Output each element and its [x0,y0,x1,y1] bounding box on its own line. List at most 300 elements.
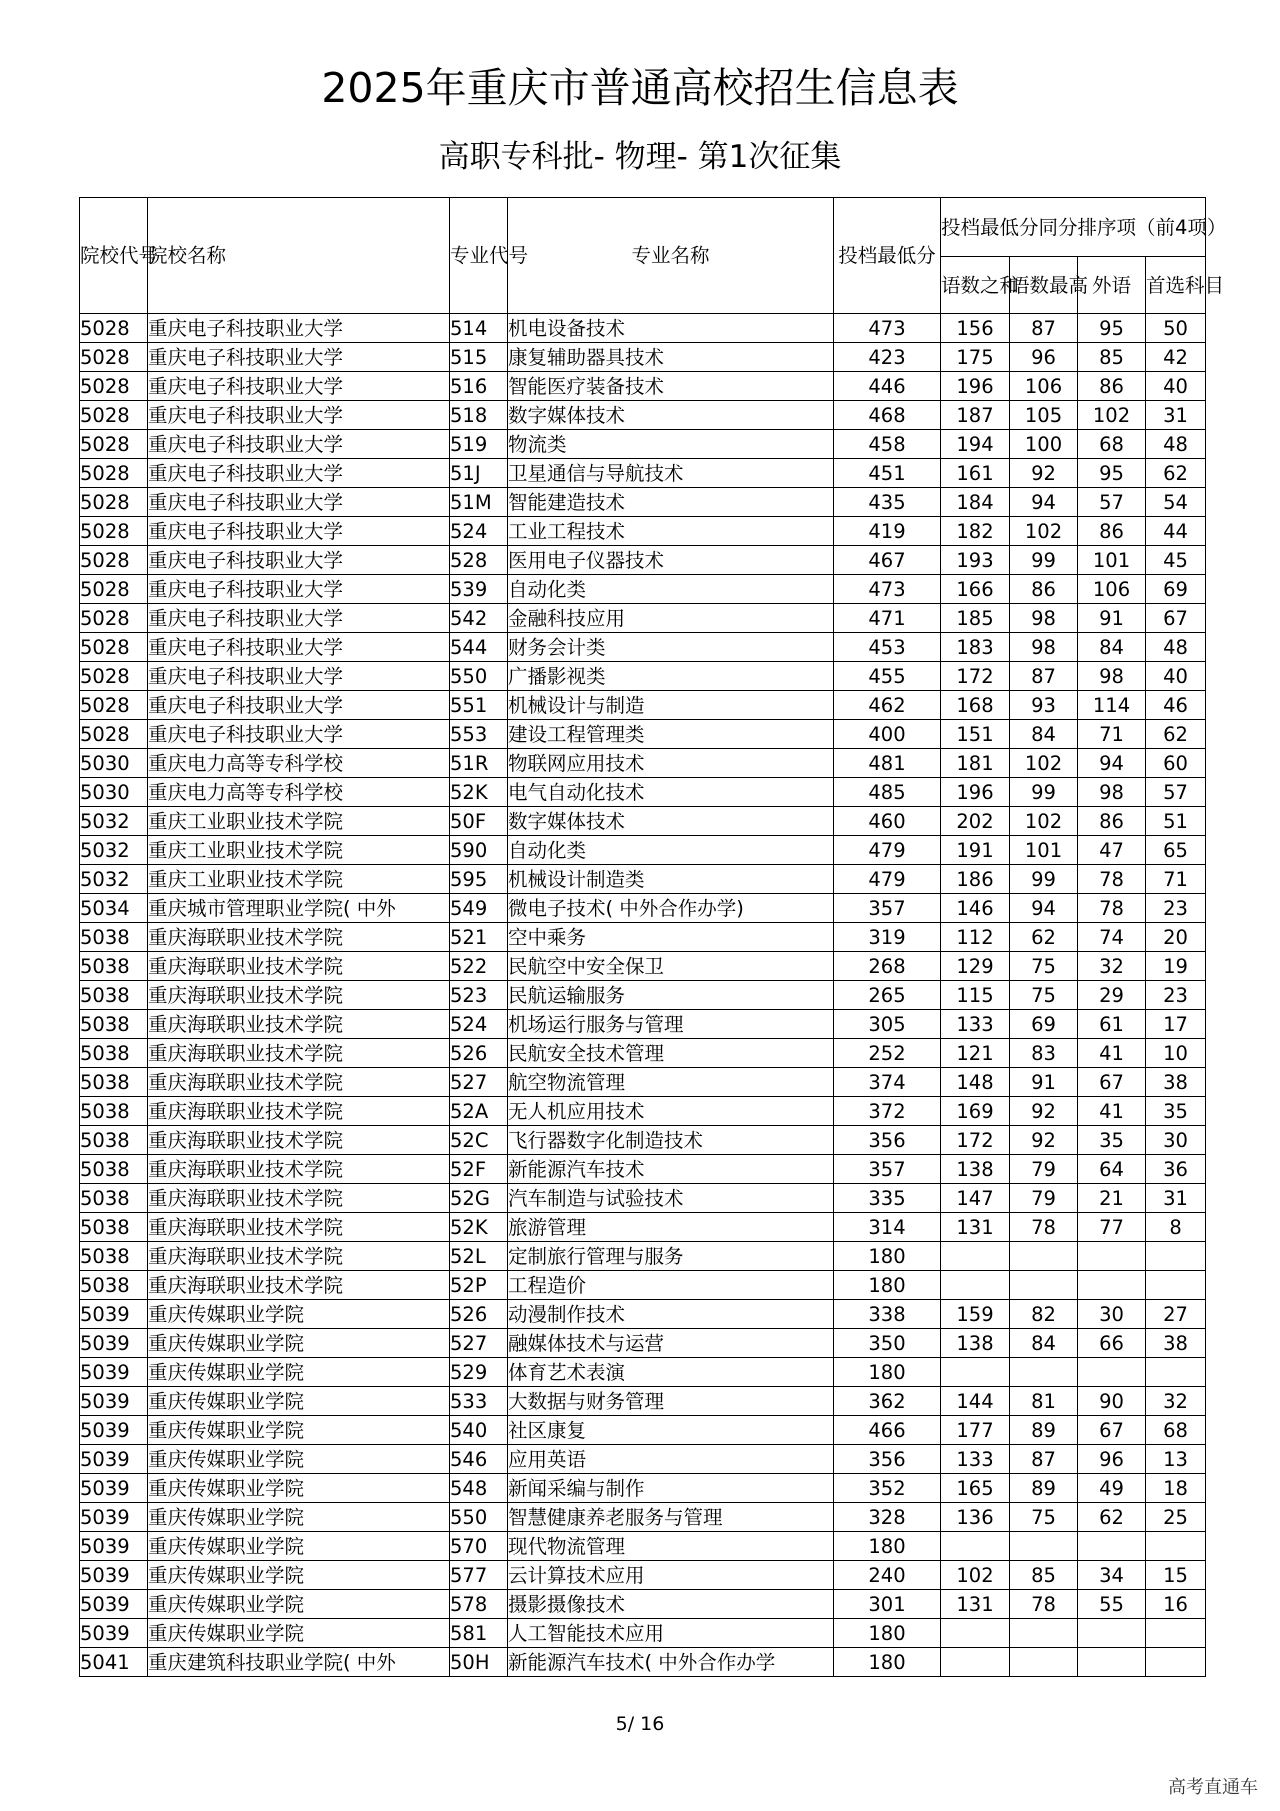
cell-school-code: 5028 [80,314,148,343]
cell-chn-math-sum: 168 [941,691,1010,720]
cell-major-code: 51J [450,459,508,488]
cell-foreign-lang: 78 [1078,865,1146,894]
cell-school-name: 重庆海联职业技术学院 [148,981,450,1010]
cell-first-subject: 48 [1146,430,1206,459]
cell-min-score: 479 [834,865,941,894]
cell-chn-math-sum: 131 [941,1590,1010,1619]
table-row [80,1155,1206,1184]
cell-foreign-lang: 49 [1078,1474,1146,1503]
cell-school-code: 5039 [80,1619,148,1648]
cell-school-code: 5032 [80,865,148,894]
cell-foreign-lang: 86 [1078,517,1146,546]
cell-chn-math-max: 94 [1010,894,1078,923]
cell-major-name: 物联网应用技术 [508,749,834,778]
cell-school-name: 重庆工业职业技术学院 [148,807,450,836]
cell-major-name: 康复辅助器具技术 [508,343,834,372]
cell-major-name: 智能建造技术 [508,488,834,517]
cell-foreign-lang [1078,1648,1146,1677]
cell-major-name: 物流类 [508,430,834,459]
cell-min-score: 350 [834,1329,941,1358]
cell-first-subject: 27 [1146,1300,1206,1329]
table-row [80,459,1206,488]
table-row [80,546,1206,575]
cell-major-code: 52P [450,1271,508,1300]
cell-first-subject: 54 [1146,488,1206,517]
cell-chn-math-max: 89 [1010,1416,1078,1445]
cell-min-score: 400 [834,720,941,749]
table-row [80,1039,1206,1068]
cell-min-score: 458 [834,430,941,459]
admission-table [79,197,1227,1677]
cell-first-subject: 62 [1146,459,1206,488]
page-number: 5/ 16 [615,1713,665,1735]
cell-major-code: 549 [450,894,508,923]
cell-first-subject: 31 [1146,1184,1206,1213]
cell-major-code: 529 [450,1358,508,1387]
cell-major-name: 医用电子仪器技术 [508,546,834,575]
cell-major-code: 50F [450,807,508,836]
cell-foreign-lang: 102 [1078,401,1146,430]
cell-major-code: 570 [450,1532,508,1561]
cell-major-name: 大数据与财务管理 [508,1387,834,1416]
cell-major-code: 550 [450,1503,508,1532]
cell-first-subject: 17 [1146,1010,1206,1039]
cell-min-score: 180 [834,1619,941,1648]
cell-min-score: 468 [834,401,941,430]
cell-major-name: 电气自动化技术 [508,778,834,807]
cell-chn-math-max: 105 [1010,401,1078,430]
cell-school-name: 重庆海联职业技术学院 [148,1010,450,1039]
cell-min-score: 435 [834,488,941,517]
table-row [80,1068,1206,1097]
cell-school-code: 5038 [80,1271,148,1300]
cell-min-score: 446 [834,372,941,401]
cell-chn-math-max: 62 [1010,923,1078,952]
cell-school-name: 重庆电力高等专科学校 [148,749,450,778]
cell-min-score: 301 [834,1590,941,1619]
cell-chn-math-max: 99 [1010,778,1078,807]
cell-chn-math-sum: 186 [941,865,1010,894]
cell-major-name: 社区康复 [508,1416,834,1445]
cell-school-name: 重庆工业职业技术学院 [148,865,450,894]
table-row [80,836,1206,865]
cell-major-code: 526 [450,1300,508,1329]
cell-chn-math-sum [941,1242,1010,1271]
cell-major-name: 云计算技术应用 [508,1561,834,1590]
cell-foreign-lang: 95 [1078,459,1146,488]
cell-chn-math-sum: 131 [941,1213,1010,1242]
table-row [80,633,1206,662]
cell-major-code: 52G [450,1184,508,1213]
cell-major-code: 518 [450,401,508,430]
cell-first-subject: 69 [1146,575,1206,604]
cell-school-code: 5034 [80,894,148,923]
cell-school-code: 5030 [80,749,148,778]
cell-major-name: 卫星通信与导航技术 [508,459,834,488]
cell-min-score: 357 [834,1155,941,1184]
cell-first-subject: 15 [1146,1561,1206,1590]
cell-school-code: 5032 [80,836,148,865]
cell-first-subject: 40 [1146,662,1206,691]
table-row [80,894,1206,923]
cell-major-code: 521 [450,923,508,952]
cell-chn-math-sum: 133 [941,1445,1010,1474]
cell-school-name: 重庆电子科技职业大学 [148,517,450,546]
cell-chn-math-sum: 148 [941,1068,1010,1097]
cell-chn-math-sum: 136 [941,1503,1010,1532]
cell-foreign-lang: 85 [1078,343,1146,372]
cell-chn-math-sum: 156 [941,314,1010,343]
cell-school-name: 重庆海联职业技术学院 [148,1155,450,1184]
cell-foreign-lang [1078,1271,1146,1300]
cell-major-name: 旅游管理 [508,1213,834,1242]
header-school-name: 院校名称 [148,198,450,314]
cell-major-name: 新闻采编与制作 [508,1474,834,1503]
cell-min-score: 180 [834,1532,941,1561]
cell-major-code: 527 [450,1329,508,1358]
cell-chn-math-sum: 172 [941,662,1010,691]
cell-min-score: 180 [834,1242,941,1271]
cell-foreign-lang: 30 [1078,1300,1146,1329]
cell-school-code: 5038 [80,1184,148,1213]
cell-foreign-lang: 67 [1078,1416,1146,1445]
cell-chn-math-sum: 121 [941,1039,1010,1068]
cell-school-code: 5039 [80,1416,148,1445]
cell-school-code: 5028 [80,459,148,488]
cell-foreign-lang: 91 [1078,604,1146,633]
cell-chn-math-max: 75 [1010,1503,1078,1532]
cell-major-code: 544 [450,633,508,662]
cell-major-code: 542 [450,604,508,633]
cell-chn-math-sum: 191 [941,836,1010,865]
cell-first-subject: 38 [1146,1329,1206,1358]
header-chn-math-sum: 语数之和 [941,257,1010,314]
cell-foreign-lang: 35 [1078,1126,1146,1155]
cell-min-score: 352 [834,1474,941,1503]
cell-major-code: 52C [450,1126,508,1155]
table-row [80,1474,1206,1503]
cell-school-code: 5028 [80,343,148,372]
cell-first-subject: 36 [1146,1155,1206,1184]
cell-foreign-lang: 66 [1078,1329,1146,1358]
cell-foreign-lang: 86 [1078,807,1146,836]
cell-major-code: 595 [450,865,508,894]
cell-chn-math-max: 85 [1010,1561,1078,1590]
cell-major-code: 577 [450,1561,508,1590]
cell-first-subject: 67 [1146,604,1206,633]
cell-first-subject: 19 [1146,952,1206,981]
cell-school-name: 重庆海联职业技术学院 [148,1097,450,1126]
cell-first-subject: 57 [1146,778,1206,807]
table-row [80,517,1206,546]
cell-foreign-lang: 29 [1078,981,1146,1010]
cell-school-code: 5039 [80,1474,148,1503]
cell-school-name: 重庆电子科技职业大学 [148,343,450,372]
cell-foreign-lang: 32 [1078,952,1146,981]
cell-chn-math-max: 106 [1010,372,1078,401]
cell-first-subject: 16 [1146,1590,1206,1619]
cell-school-code: 5028 [80,604,148,633]
cell-school-code: 5038 [80,1039,148,1068]
cell-chn-math-sum: 202 [941,807,1010,836]
table-row [80,1416,1206,1445]
cell-chn-math-sum: 138 [941,1329,1010,1358]
cell-first-subject [1146,1358,1206,1387]
cell-school-name: 重庆电子科技职业大学 [148,372,450,401]
cell-school-code: 5038 [80,1010,148,1039]
cell-school-code: 5028 [80,662,148,691]
cell-major-name: 机械设计与制造 [508,691,834,720]
table-row [80,1648,1206,1677]
table-row [80,488,1206,517]
cell-chn-math-max: 79 [1010,1184,1078,1213]
cell-min-score: 240 [834,1561,941,1590]
table-row [80,662,1206,691]
cell-chn-math-sum: 196 [941,372,1010,401]
cell-school-code: 5028 [80,517,148,546]
cell-chn-math-max: 91 [1010,1068,1078,1097]
table-row [80,923,1206,952]
cell-school-name: 重庆工业职业技术学院 [148,836,450,865]
cell-foreign-lang: 71 [1078,720,1146,749]
cell-first-subject: 31 [1146,401,1206,430]
cell-chn-math-sum [941,1532,1010,1561]
cell-min-score: 265 [834,981,941,1010]
cell-foreign-lang: 47 [1078,836,1146,865]
cell-school-name: 重庆传媒职业学院 [148,1329,450,1358]
cell-major-name: 现代物流管理 [508,1532,834,1561]
cell-min-score: 362 [834,1387,941,1416]
cell-min-score: 357 [834,894,941,923]
cell-major-name: 微电子技术( 中外合作办学) [508,894,834,923]
header-chn-math-max: 语数最高 [1010,257,1078,314]
cell-major-name: 工业工程技术 [508,517,834,546]
cell-min-score: 268 [834,952,941,981]
cell-chn-math-max: 92 [1010,1097,1078,1126]
cell-major-name: 智慧健康养老服务与管理 [508,1503,834,1532]
cell-first-subject: 35 [1146,1097,1206,1126]
cell-school-code: 5038 [80,923,148,952]
table-row [80,952,1206,981]
cell-major-code: 51M [450,488,508,517]
cell-school-code: 5039 [80,1300,148,1329]
cell-school-name: 重庆传媒职业学院 [148,1445,450,1474]
cell-school-code: 5039 [80,1445,148,1474]
cell-school-name: 重庆电子科技职业大学 [148,314,450,343]
cell-foreign-lang: 98 [1078,778,1146,807]
cell-min-score: 180 [834,1358,941,1387]
cell-foreign-lang: 114 [1078,691,1146,720]
cell-major-code: 52K [450,778,508,807]
table-row [80,1503,1206,1532]
header-first-subject: 首选科目 [1146,257,1206,314]
cell-school-name: 重庆传媒职业学院 [148,1474,450,1503]
cell-min-score: 305 [834,1010,941,1039]
cell-major-name: 融媒体技术与运营 [508,1329,834,1358]
cell-school-code: 5028 [80,575,148,604]
cell-min-score: 455 [834,662,941,691]
cell-min-score: 314 [834,1213,941,1242]
cell-school-code: 5038 [80,1242,148,1271]
table-row [80,1358,1206,1387]
cell-school-code: 5028 [80,401,148,430]
cell-min-score: 252 [834,1039,941,1068]
cell-first-subject: 51 [1146,807,1206,836]
cell-foreign-lang: 96 [1078,1445,1146,1474]
cell-min-score: 471 [834,604,941,633]
cell-first-subject: 65 [1146,836,1206,865]
cell-school-name: 重庆传媒职业学院 [148,1416,450,1445]
cell-major-code: 590 [450,836,508,865]
cell-chn-math-sum: 193 [941,546,1010,575]
cell-foreign-lang: 62 [1078,1503,1146,1532]
cell-major-name: 机电设备技术 [508,314,834,343]
table-row [80,604,1206,633]
cell-major-code: 524 [450,1010,508,1039]
cell-foreign-lang: 61 [1078,1010,1146,1039]
cell-major-code: 519 [450,430,508,459]
cell-chn-math-max: 102 [1010,749,1078,778]
cell-school-code: 5028 [80,546,148,575]
cell-min-score: 473 [834,314,941,343]
cell-min-score: 372 [834,1097,941,1126]
cell-first-subject: 23 [1146,894,1206,923]
cell-chn-math-max: 78 [1010,1213,1078,1242]
cell-school-code: 5030 [80,778,148,807]
cell-major-name: 金融科技应用 [508,604,834,633]
cell-chn-math-max: 82 [1010,1300,1078,1329]
cell-min-score: 451 [834,459,941,488]
cell-school-name: 重庆电子科技职业大学 [148,691,450,720]
cell-foreign-lang: 90 [1078,1387,1146,1416]
cell-first-subject: 42 [1146,343,1206,372]
cell-chn-math-sum: 182 [941,517,1010,546]
cell-chn-math-sum: 138 [941,1155,1010,1184]
cell-major-name: 智能医疗装备技术 [508,372,834,401]
cell-major-name: 机场运行服务与管理 [508,1010,834,1039]
cell-school-code: 5038 [80,1155,148,1184]
cell-first-subject [1146,1242,1206,1271]
cell-chn-math-max: 89 [1010,1474,1078,1503]
cell-school-code: 5028 [80,691,148,720]
cell-school-name: 重庆建筑科技职业学院( 中外 [148,1648,450,1677]
cell-foreign-lang [1078,1242,1146,1271]
cell-major-code: 527 [450,1068,508,1097]
cell-chn-math-max [1010,1271,1078,1300]
cell-chn-math-max: 87 [1010,314,1078,343]
cell-major-code: 51R [450,749,508,778]
cell-foreign-lang: 67 [1078,1068,1146,1097]
cell-school-name: 重庆传媒职业学院 [148,1532,450,1561]
table-row [80,401,1206,430]
cell-chn-math-sum [941,1271,1010,1300]
cell-first-subject: 71 [1146,865,1206,894]
cell-foreign-lang: 74 [1078,923,1146,952]
cell-first-subject: 30 [1146,1126,1206,1155]
cell-foreign-lang: 86 [1078,372,1146,401]
table-header [80,198,1227,314]
cell-first-subject: 45 [1146,546,1206,575]
cell-school-name: 重庆海联职业技术学院 [148,1039,450,1068]
cell-first-subject [1146,1648,1206,1677]
cell-chn-math-sum: 187 [941,401,1010,430]
cell-major-code: 548 [450,1474,508,1503]
cell-chn-math-sum [941,1619,1010,1648]
table-row [80,1619,1206,1648]
cell-school-code: 5039 [80,1358,148,1387]
cell-first-subject: 46 [1146,691,1206,720]
cell-chn-math-sum: 102 [941,1561,1010,1590]
cell-chn-math-sum: 196 [941,778,1010,807]
cell-school-name: 重庆海联职业技术学院 [148,952,450,981]
header-major-code: 专业代号 [450,198,508,314]
cell-chn-math-max: 79 [1010,1155,1078,1184]
cell-major-name: 体育艺术表演 [508,1358,834,1387]
cell-major-name: 机械设计制造类 [508,865,834,894]
cell-school-code: 5041 [80,1648,148,1677]
cell-major-code: 50H [450,1648,508,1677]
cell-chn-math-sum: 133 [941,1010,1010,1039]
table-row [80,1532,1206,1561]
cell-chn-math-sum: 144 [941,1387,1010,1416]
cell-chn-math-max: 99 [1010,865,1078,894]
table-row [80,1271,1206,1300]
cell-chn-math-max: 102 [1010,807,1078,836]
cell-min-score: 453 [834,633,941,662]
cell-min-score: 423 [834,343,941,372]
cell-chn-math-sum: 151 [941,720,1010,749]
table-row [80,1387,1206,1416]
cell-chn-math-max: 87 [1010,662,1078,691]
cell-foreign-lang [1078,1532,1146,1561]
cell-school-name: 重庆传媒职业学院 [148,1590,450,1619]
cell-min-score: 180 [834,1648,941,1677]
cell-major-code: 546 [450,1445,508,1474]
cell-school-code: 5039 [80,1387,148,1416]
cell-major-code: 540 [450,1416,508,1445]
cell-school-code: 5039 [80,1590,148,1619]
table-row [80,1184,1206,1213]
cell-school-name: 重庆海联职业技术学院 [148,923,450,952]
cell-chn-math-sum: 177 [941,1416,1010,1445]
cell-major-name: 动漫制作技术 [508,1300,834,1329]
cell-major-name: 建设工程管理类 [508,720,834,749]
cell-foreign-lang: 41 [1078,1097,1146,1126]
cell-foreign-lang: 77 [1078,1213,1146,1242]
table-row [80,720,1206,749]
table-body [80,314,1206,1677]
cell-major-code: 516 [450,372,508,401]
cell-chn-math-max: 98 [1010,604,1078,633]
cell-major-name: 无人机应用技术 [508,1097,834,1126]
cell-min-score: 180 [834,1271,941,1300]
cell-first-subject [1146,1271,1206,1300]
cell-chn-math-sum: 129 [941,952,1010,981]
cell-first-subject: 50 [1146,314,1206,343]
cell-foreign-lang: 84 [1078,633,1146,662]
cell-first-subject [1146,1532,1206,1561]
cell-major-code: 533 [450,1387,508,1416]
cell-min-score: 467 [834,546,941,575]
cell-chn-math-max: 81 [1010,1387,1078,1416]
cell-major-name: 民航安全技术管理 [508,1039,834,1068]
table-row [80,372,1206,401]
cell-school-code: 5039 [80,1532,148,1561]
cell-chn-math-max [1010,1358,1078,1387]
cell-school-code: 5038 [80,1213,148,1242]
header-tiebreak-group: 投档最低分同分排序项（前4项） [941,198,1206,257]
cell-major-name: 航空物流管理 [508,1068,834,1097]
